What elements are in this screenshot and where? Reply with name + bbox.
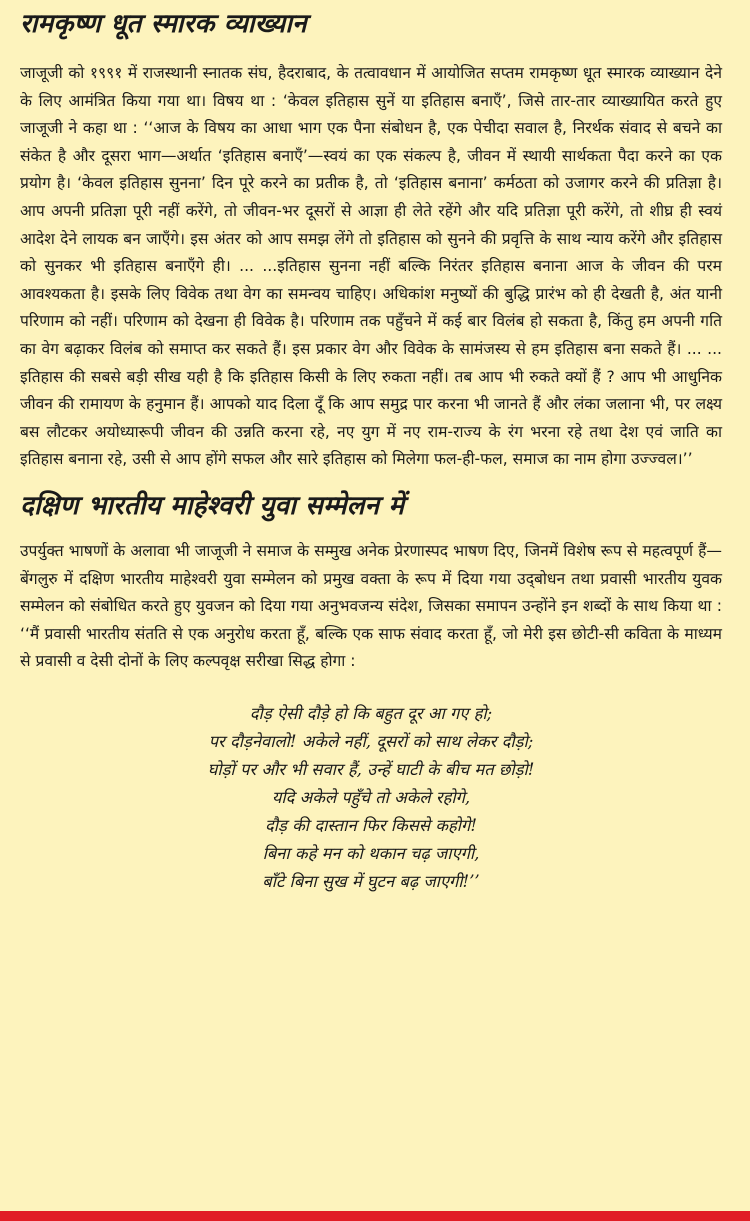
- document-page: [0, 6, 750, 896]
- poem-line: बाँटे बिना सुख में घुटन बढ़ जाएगी!’’: [262, 871, 480, 891]
- poem-line: बिना कहे मन को थकान चढ़ जाएगी,: [262, 843, 480, 863]
- section-paragraph-smarak-vyakhyan: जाजूजी को १९९१ में राजस्थानी स्नातक संघ, हैदराबाद, के तत्वावधान में आयोजित सप्तम रामकृष्ण धूत स्मारक व्याख्यान देने के लिए आमंत्रित किया गया था। विषय था : ‘केवल इतिहास सुनें या इतिहास बनाएँ’, जिसे तार-तार व्याख्यायित करते हुए जाजूजी ने कहा था : ‘‘आज के विषय का आधा भाग एक पैना संबोधन है, एक पेचीदा सवाल है, निरर्थक संवाद से बचने का संकेत है और दूसरा भाग—अर्थात ‘इतिहास बनाएँ’—स्वयं का एक संकल्प है, जीवन में स्थायी सार्थकता पैदा करने का एक प्रयोग है। ‘केवल इतिहास सुनना’ दिन पूरे करने का प्रतीक है, तो ‘इतिहास बनाना’ कर्मठता को उजागर करने की प्रतिज्ञा है। आप अपनी प्रतिज्ञा पूरी नहीं करेंगे, तो जीवन-भर दूसरों से आज्ञा ही लेते रहेंगे और यदि प्रतिज्ञा पूरी करेंगे, तो शीघ्र ही स्वयं आदेश देने लायक बन जाएँगे। इस अंतर को आप समझ लेंगे तो इतिहास को सुनने की प्रवृत्ति के साथ न्याय करेंगे और इतिहास को सुनकर भी इतिहास बनाएँगे ही। ... ...इतिहास सुनना नहीं बल्कि निरंतर इतिहास बनाना आज के जीवन की परम आवश्यकता है। इसके लिए विवेक तथा वेग का समन्वय चाहिए। अधिकांश मनुष्यों की बुद्धि प्रारंभ को ही देखती है, अंत यानी परिणाम को नहीं। परिणाम को देखना ही विवेक है। परिणाम तक पहुँचने में कई बार विलंब हो सकता है, किंतु हम अपनी गति का वेग बढ़ाकर विलंब को समाप्त कर सकते हैं। इस प्रकार वेग और विवेक के सामंजस्य से हम इतिहास बना सकते हैं। ... ... इतिहास की सबसे बड़ी सीख यही है कि इतिहास किसी के लिए रुकता नहीं। तब आप भी रुकते क्यों हैं ? आप भी आधुनिक जीवन की रामायण के हनुमान हैं। आपको याद दिला दूँ कि आप समुद्र पार करना भी जानते हैं और लंका जलाना भी, पर लक्ष्य बस लौटकर अयोध्यारूपी जीवन की उन्नति करना रहे, नए युग में नए राम-राज्य के रंग भरना रहे तथा देश एवं जाति का इतिहास बनाना रहे, उसी से आप होंगे सफल और सारे इतिहास को मिलेगा फल-ही-फल, समाज का नाम होगा उज्ज्वल।’’: [20, 64, 722, 469]
- poem-line: दौड़ ऐसी दौड़े हो कि बहुत दूर आ गए हो;: [249, 703, 493, 723]
- section-heading-yuva-sammelan: दक्षिण भारतीय माहेश्वरी युवा सम्मेलन में: [20, 490, 405, 521]
- section-heading-smarak-vyakhyan: रामकृष्ण धूत स्मारक व्याख्यान: [20, 9, 307, 39]
- poem-line: दौड़ की दास्तान फिर किससे कहोगे!: [265, 815, 477, 835]
- poem-line: घोड़ों पर और भी सवार हैं, उन्हें घाटी के बीच मत छोड़ो!: [207, 759, 535, 779]
- poem-block: [20, 700, 722, 896]
- poem-line: यदि अकेले पहुँचे तो अकेले रहोगे,: [271, 787, 471, 807]
- poem-line: पर दौड़नेवालो! अकेले नहीं, दूसरों को साथ लेकर दौड़ो;: [208, 731, 534, 751]
- section-paragraph-yuva-sammelan: उपर्युक्त भाषणों के अलावा भी जाजूजी ने समाज के सम्मुख अनेक प्रेरणास्पद भाषण दिए, जिनमें विशेष रूप से महत्वपूर्ण हैं—बेंगलुरु में दक्षिण भारतीय माहेश्वरी युवा सम्मेलन को प्रमुख वक्ता के रूप में दिया गया उद्‌बोधन तथा प्रवासी भारतीय युवक सम्मेलन को संबोधित करते हुए युवजन को दिया गया अनुभवजन्य संदेश, जिसका समापन उन्होंने इन शब्दों के साथ किया था : ‘‘मैं प्रवासी भारतीय संतति से एक अनुरोध करता हूँ, बल्कि एक साफ संवाद करता हूँ, जो मेरी इस छोटी-सी कविता के माध्यम से प्रवासी व देसी दोनों के लिए कल्पवृक्ष सरीखा सिद्ध होगा :: [20, 541, 722, 671]
- bottom-accent-bar: [0, 1211, 750, 1221]
